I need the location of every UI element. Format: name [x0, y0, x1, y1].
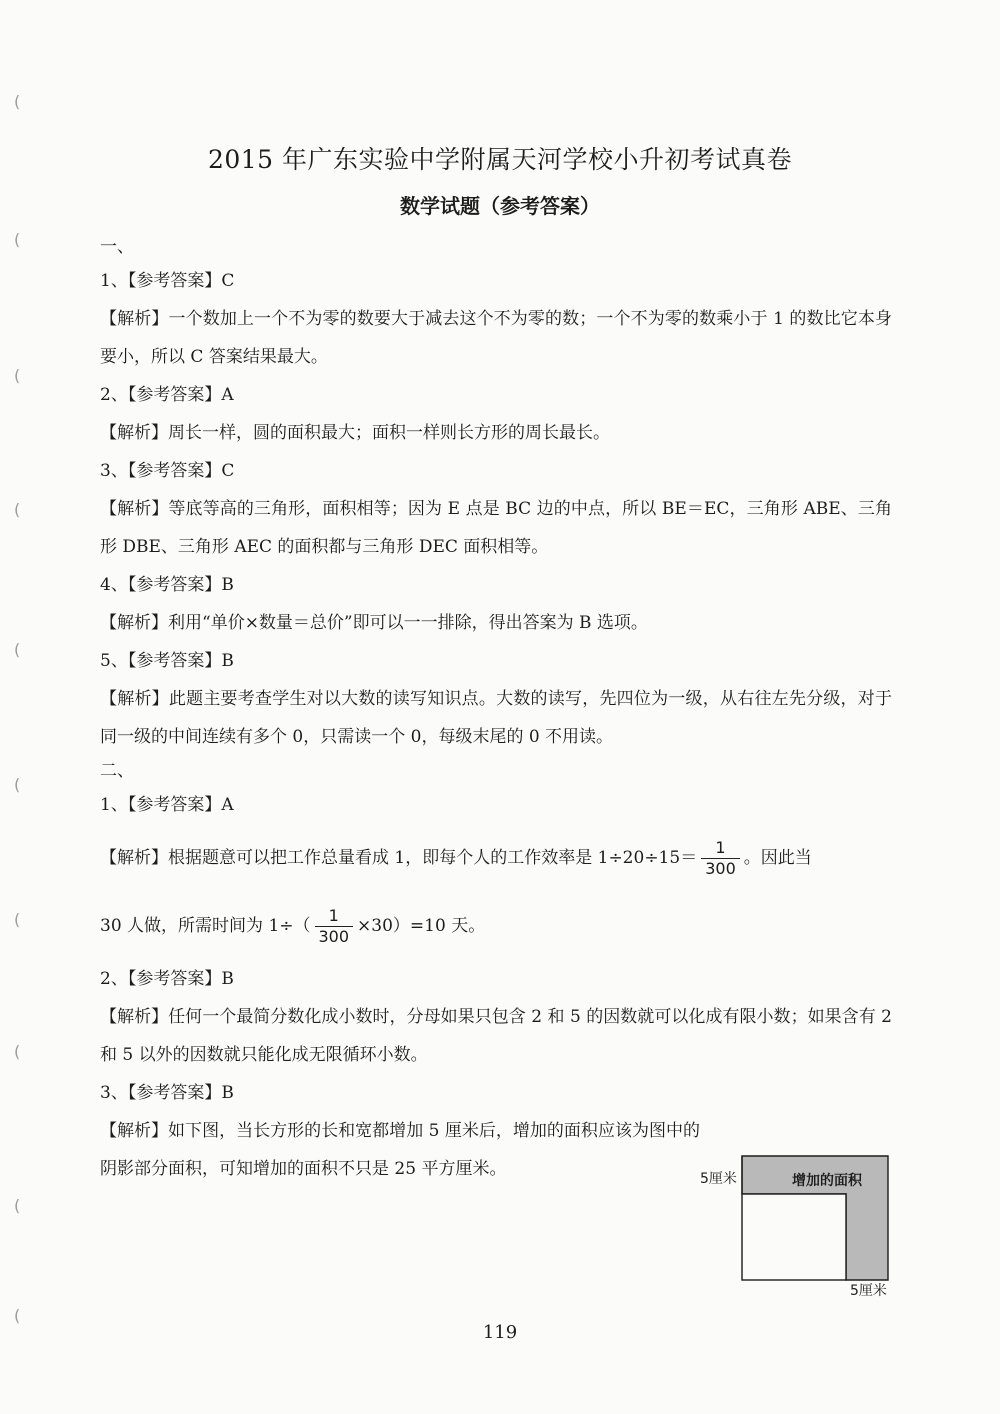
fraction-denominator: 300	[318, 927, 350, 946]
fraction	[701, 838, 740, 879]
analysis-paragraph: 【解析】一个数加上一个不为零的数要大于减去这个不为零的数；一个不为零的数乘小于 1 的数比它本身要小，所以 C 答案结果最大。	[100, 309, 892, 367]
diagram-label-area: 增加的面积	[792, 1173, 862, 1189]
analysis-paragraph: 【解析】此题主要考查学生对以大数的读写知识点。大数的读写，先四位为一级，从右往左先分级，对于同一级的中间连续有多个 0，只需读一个 0，每级末尾的 0 不用读。	[100, 689, 892, 747]
fraction-numerator: 1	[701, 838, 740, 859]
analysis-paragraph: 【解析】等底等高的三角形，面积相等；因为 E 点是 BC 边的中点，所以 BE＝EC，三角形 ABE、三角形 DBE、三角形 AEC 的面积都与三角形 DEC 面积相等。	[100, 499, 892, 557]
analysis-paragraph	[100, 824, 892, 892]
analysis-text: ×30）=10 天。	[357, 916, 486, 936]
diagram-label-bottom: 5厘米	[850, 1283, 887, 1299]
binding-hole-mark: (	[14, 1042, 21, 1061]
binding-hole-mark: (	[14, 500, 21, 519]
answer-line: 4、【参考答案】B	[100, 575, 234, 595]
fraction-numerator: 1	[315, 906, 354, 927]
analysis-paragraph: 【解析】周长一样，圆的面积最大；面积一样则长方形的周长最长。	[100, 423, 610, 443]
page-number: 119	[482, 1322, 518, 1343]
binding-hole-mark: (	[14, 92, 21, 111]
analysis-paragraph: 【解析】利用“单价×数量＝总价”即可以一一排除，得出答案为 B 选项。	[100, 613, 648, 633]
binding-hole-mark: (	[14, 775, 21, 794]
binding-hole-mark: (	[14, 640, 21, 659]
binding-hole-mark: (	[14, 230, 21, 249]
fraction	[315, 906, 354, 947]
binding-hole-mark: (	[14, 1196, 21, 1215]
original-rectangle	[742, 1194, 846, 1280]
analysis-paragraph: 【解析】如下图，当长方形的长和宽都增加 5 厘米后，增加的面积应该为图中的阴影部分面积，可知增加的面积不只是 25 平方厘米。	[100, 1121, 700, 1179]
diagram-label-top: 5厘米	[700, 1171, 737, 1187]
answer-line: 3、【参考答案】C	[100, 461, 235, 481]
fraction-denominator: 300	[705, 859, 736, 878]
binding-hole-mark: (	[14, 366, 21, 385]
answer-line: 1、【参考答案】C	[100, 271, 235, 291]
answer-line: 1、【参考答案】A	[100, 795, 234, 815]
answer-line: 2、【参考答案】A	[100, 385, 234, 405]
answer-line: 2、【参考答案】B	[100, 969, 234, 989]
page-subtitle: 数学试题（参考答案）	[400, 194, 600, 218]
answer-line: 3、【参考答案】B	[100, 1083, 234, 1103]
analysis-text: 【解析】根据题意可以把工作总量看成 1，即每个人的工作效率是 1÷20÷15＝	[100, 848, 698, 868]
analysis-text: 30 人做，所需时间为 1÷（	[100, 916, 311, 936]
answer-line: 5、【参考答案】B	[100, 651, 234, 671]
section-heading: 一、	[100, 237, 134, 257]
answer-content	[100, 232, 892, 1188]
analysis-paragraph	[100, 892, 892, 960]
area-diagram	[700, 1152, 900, 1302]
page-title: 2015 年广东实验中学附属天河学校小升初考试真卷	[207, 145, 793, 174]
binding-hole-mark: (	[14, 1306, 21, 1325]
binding-hole-mark: (	[14, 910, 21, 929]
section-heading: 二、	[100, 761, 134, 781]
analysis-paragraph: 【解析】任何一个最简分数化成小数时，分母如果只包含 2 和 5 的因数就可以化成有限小数；如果含有 2 和 5 以外的因数就只能化成无限循环小数。	[100, 1007, 892, 1065]
analysis-text: 。因此当	[743, 848, 812, 868]
